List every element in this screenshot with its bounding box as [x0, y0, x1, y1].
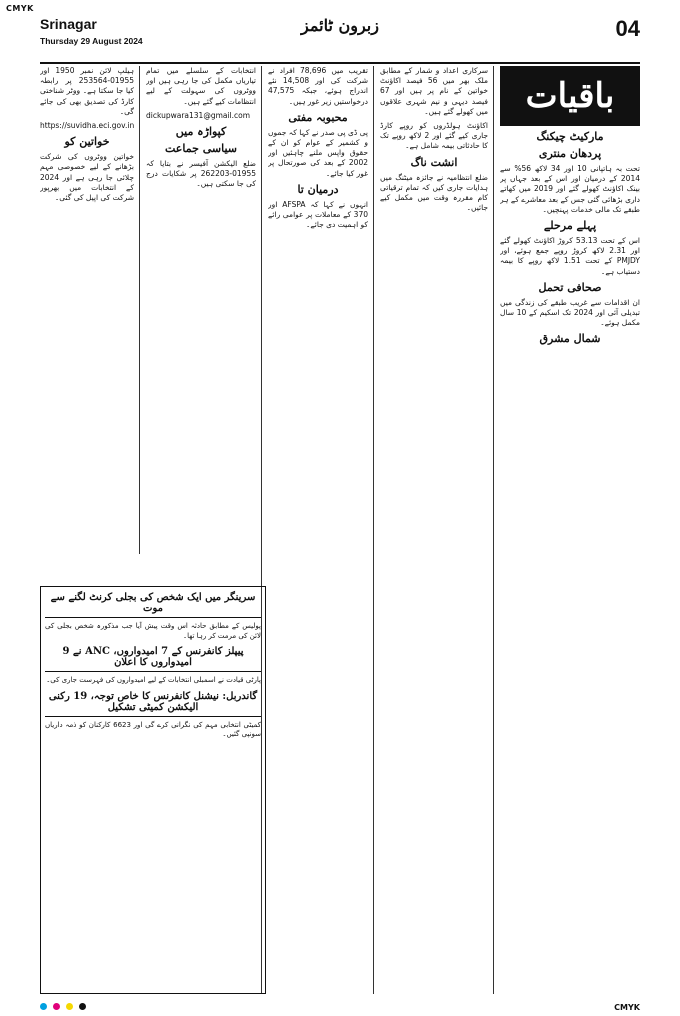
headline: گاندربل: نیشنل کانفرنس کا خاص توجہ، 19 رکنی الیکشن کمیٹی تشکیل — [45, 691, 261, 717]
column-4 — [146, 66, 256, 554]
subheading: پہلے مرحلے — [543, 219, 597, 233]
headline: سرینگر میں ایک شخص کی بجلی کرنٹ لگنے سے موت — [45, 592, 261, 618]
article-paragraph: تقریب میں 78,696 افراد نے شرکت کی اور 14,508 نئے اندراج ہوئے، جبکہ 47,575 درخواستیں زیر غور ہیں۔ — [268, 66, 368, 106]
column-5 — [40, 66, 134, 554]
page-content — [40, 66, 640, 994]
magenta-dot — [53, 1003, 60, 1010]
column-1 — [500, 66, 640, 994]
subheading: صحافی تحمل — [538, 280, 602, 294]
article-paragraph: ہیلپ لائن نمبر 1950 اور 01955-253564 پر رابطہ کیا جا سکتا ہے۔ ووٹر شناختی کارڈ کی تصدیق بھی کی جائے گی۔ — [40, 66, 134, 116]
cmyk-mark-bottom: CMYK — [614, 1003, 640, 1012]
subheading: کپواڑہ میں — [175, 125, 227, 139]
article-paragraph: ضلع الیکشن آفیسر نے بتایا کہ 01955-262203 پر شکایات درج کی جا سکتی ہیں۔ — [146, 159, 256, 189]
article-paragraph: اکاؤنٹ ہولڈروں کو روپے کارڈ جاری کیے گئے اور 2 لاکھ روپے تک کا حادثاتی بیمہ شامل ہے۔ — [380, 121, 488, 151]
column-heading: مارکیٹ چیکنگ — [536, 130, 604, 143]
city-label: Srinagar — [40, 16, 97, 32]
masthead: زبرون ٹائمز — [301, 16, 379, 35]
page-number: 04 — [615, 16, 640, 41]
url-link[interactable]: https://suvidha.eci.gov.in — [40, 121, 134, 131]
headline: پیپلز کانفرنس کے 7 امیدواروں، ANC نے 9 امیدواروں کا اعلان — [45, 646, 261, 672]
yellow-dot — [66, 1003, 73, 1010]
subheading: محبوبہ مفتی — [288, 110, 348, 124]
email-address: dickupwara131@gmail.com — [146, 110, 251, 120]
registration-dots — [40, 1003, 86, 1010]
article-paragraph: پی ڈی پی صدر نے کہا کہ جموں و کشمیر کے عوام کو ان کے حقوق واپس ملنے چاہئیں اور 2002 کے بعد کی صورتحال پر غور کیا جائے۔ — [268, 127, 368, 178]
article-paragraph: سرکاری اعداد و شمار کے مطابق ملک بھر میں 56 فیصد اکاؤنٹ خواتین کے نام پر ہیں اور 67 فیصد دیہی و نیم شہری علاقوں میں کھولے گئے ہیں۔ — [380, 66, 488, 116]
subheading: انشت ناگ — [410, 155, 458, 169]
section-title: باقیات — [500, 66, 640, 126]
cyan-dot — [40, 1003, 47, 1010]
subheading: خواتین کو — [64, 135, 110, 149]
article-paragraph: انہوں نے کہا کہ AFSPA اور 370 کے معاملات پر عوامی رائے کو اہمیت دی جائے۔ — [268, 199, 368, 230]
black-dot — [79, 1003, 86, 1010]
article-paragraph: ان اقدامات سے غریب طبقے کی زندگی میں تبدیلی آئی اور 2024 تک اسکیم کے 10 سال مکمل ہوئے۔ — [500, 297, 640, 328]
subheading: شمال مشرق — [539, 332, 601, 346]
article-paragraph: خواتین ووٹروں کی شرکت بڑھانے کے لیے خصوصی مہم چلائی جا رہی ہے اور 2024 کے انتخابات میں بھرپور شرکت کی اپیل کی گئی۔ — [40, 152, 134, 203]
column-3 — [268, 66, 368, 994]
column-rule — [139, 66, 140, 554]
news-box — [40, 586, 266, 994]
subheading: سیاسی جماعت — [165, 142, 237, 156]
cmyk-mark-top: CMYK — [6, 4, 34, 13]
subheading: پردھان منتری — [538, 147, 602, 160]
article-paragraph: تحت بہ ہاتپانی 10 اور 34 لاکھ 56% سے 2014 کے درمیان اور اس کے بعد جہاں پر بینک اکاؤنٹ کھولے گئے اور 2019 میں کھاتے داری بڑھائی گئی جس کے بعد معاشرے کے ہر طبقے تک مالی خدمات پہنچیں۔ — [500, 164, 640, 214]
article-paragraph: کمیٹی انتخابی مہم کی نگرانی کرے گی اور 6623 کارکنان کو ذمہ داریاں سونپی گئیں۔ — [45, 720, 261, 738]
article-paragraph: انتخابات کے سلسلے میں تمام تیاریاں مکمل کی جا رہی ہیں اور ووٹروں کی سہولت کے لیے انتظامات کیے گئے ہیں۔ — [146, 66, 256, 106]
column-rule — [373, 66, 374, 994]
article-paragraph: اس کے تحت 53.13 کروڑ اکاؤنٹ کھولے گئے اور 2.31 لاکھ کروڑ روپے جمع ہوئے، اور PMJDY کے تحت 1.51 لاکھ روپے کا بیمہ دستیاب ہے۔ — [500, 236, 640, 276]
column-rule — [493, 66, 494, 994]
article-paragraph: پولیس کے مطابق حادثہ اس وقت پیش آیا جب مذکورہ شخص بجلی کی لائن کی مرمت کر رہا تھا۔ — [45, 622, 261, 640]
subheading: درمیان تا — [297, 182, 339, 196]
date-label: Thursday 29 August 2024 — [40, 36, 143, 46]
page-header — [40, 12, 640, 64]
article-paragraph: پارٹی قیادت نے اسمبلی انتخابات کے لیے امیدواروں کی فہرست جاری کی۔ — [46, 676, 261, 684]
article-paragraph: ضلع انتظامیہ نے جائزہ میٹنگ میں ہدایات جاری کیں کہ تمام ترقیاتی کام مقررہ وقت میں مکمل کیے جائیں۔ — [380, 172, 488, 213]
column-2 — [380, 66, 488, 994]
